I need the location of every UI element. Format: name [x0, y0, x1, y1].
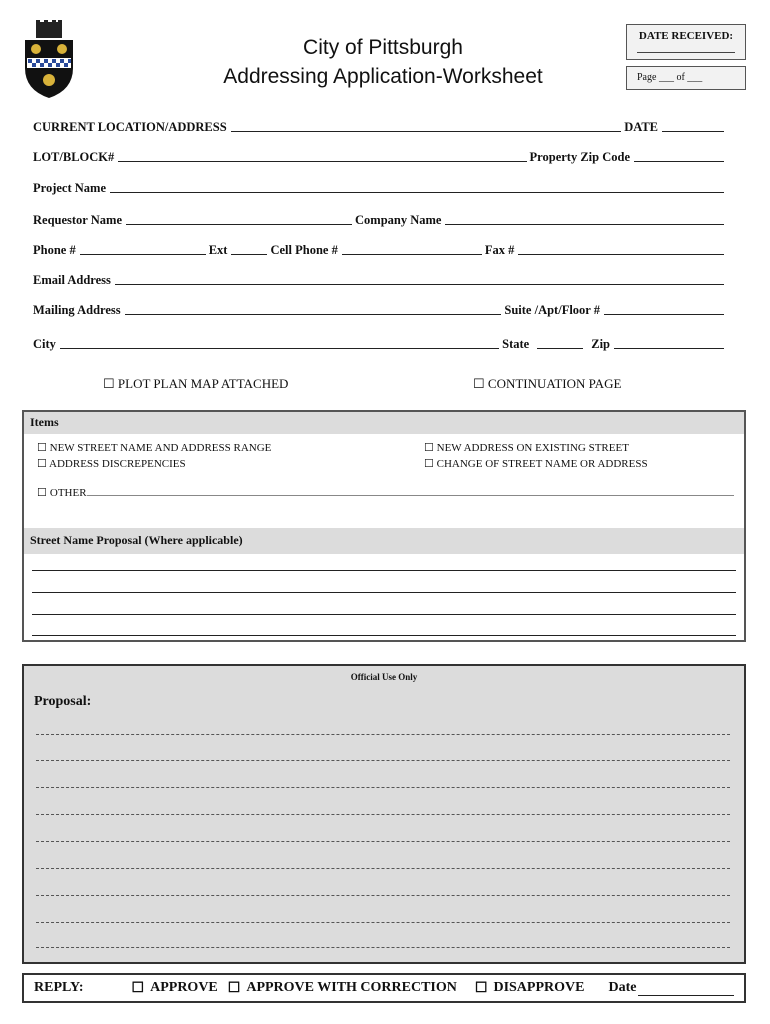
item-other — [37, 486, 734, 499]
continuation-label: CONTINUATION PAGE — [487, 376, 622, 391]
email-field[interactable] — [115, 283, 724, 285]
reply-date-field[interactable] — [638, 981, 734, 996]
official-line[interactable] — [36, 922, 730, 923]
city-seal-logo — [22, 20, 76, 100]
row-project — [33, 178, 727, 196]
official-line[interactable] — [36, 787, 730, 788]
plot-plan-label: PLOT PLAN MAP ATTACHED — [117, 376, 289, 391]
reply-date-label: Date — [608, 980, 637, 995]
item-discrepencies — [37, 457, 186, 470]
fax-label: Fax # — [484, 243, 515, 257]
date-label: DATE — [624, 120, 658, 134]
official-header: Official Use Only — [350, 672, 418, 682]
proposal-line[interactable] — [32, 592, 736, 593]
items-header: Items — [24, 412, 744, 434]
company-label: Company Name — [355, 213, 442, 227]
approve-correction-label: APPROVE WITH CORRECTION — [246, 980, 457, 995]
proposal-line[interactable] — [32, 570, 736, 571]
proposal-line[interactable] — [32, 635, 736, 636]
official-use-section — [22, 664, 746, 964]
title-line-1: City of Pittsburgh — [303, 36, 463, 59]
row-lot-block — [33, 147, 727, 165]
continuation-checkbox[interactable]: ☐ — [473, 376, 485, 391]
reply-label: REPLY: — [34, 980, 84, 995]
disapprove-label: DISAPPROVE — [493, 980, 585, 995]
date-field[interactable] — [662, 130, 724, 132]
row-phones — [33, 240, 727, 258]
city-label: City — [33, 337, 56, 351]
item-change-name — [424, 457, 648, 470]
other-checkbox[interactable]: ☐ — [37, 487, 47, 499]
disapprove-checkbox[interactable]: ☐ — [474, 980, 488, 996]
ext-field[interactable] — [231, 253, 267, 255]
page-count-box[interactable]: Page ___ of ___ — [626, 66, 746, 90]
date-received-label: DATE RECEIVED: — [638, 30, 734, 42]
official-line[interactable] — [36, 734, 730, 735]
state-label: State — [502, 337, 530, 351]
title-line-2: Addressing Application-Worksheet — [223, 65, 543, 88]
new-street-checkbox[interactable]: ☐ — [37, 442, 47, 454]
official-line[interactable] — [36, 895, 730, 896]
project-name-field[interactable] — [110, 191, 724, 193]
mailing-label: Mailing Address — [33, 303, 121, 317]
date-received-line[interactable] — [637, 52, 735, 53]
property-zip-field[interactable] — [634, 160, 724, 162]
street-proposal-header: Street Name Proposal (Where applicable) — [24, 528, 744, 554]
proposal-line[interactable] — [32, 614, 736, 615]
project-name-label: Project Name — [33, 181, 106, 195]
official-line[interactable] — [36, 868, 730, 869]
cell-label: Cell Phone # — [270, 243, 338, 257]
phone-label: Phone # — [33, 243, 76, 257]
new-address-label: NEW ADDRESS ON EXISTING STREET — [436, 442, 629, 454]
official-line[interactable] — [36, 841, 730, 842]
location-label: CURRENT LOCATION/ADDRESS — [33, 120, 227, 134]
phone-field[interactable] — [80, 253, 206, 255]
zip-label: Zip — [591, 337, 610, 351]
official-line[interactable] — [36, 947, 730, 948]
requestor-label: Requestor Name — [33, 213, 122, 227]
discrepencies-checkbox[interactable]: ☐ — [37, 458, 47, 470]
suite-field[interactable] — [604, 313, 724, 315]
approve-checkbox[interactable]: ☐ — [131, 980, 145, 996]
ext-label: Ext — [208, 243, 228, 257]
mailing-field[interactable] — [125, 313, 502, 315]
lot-block-label: LOT/BLOCK# — [33, 150, 115, 164]
official-line[interactable] — [36, 814, 730, 815]
requestor-field[interactable] — [126, 223, 352, 225]
reply-section — [22, 973, 746, 1003]
item-new-address — [424, 441, 629, 454]
plot-plan-checkbox[interactable]: ☐ — [103, 376, 115, 391]
row-location — [33, 117, 727, 135]
new-street-label: NEW STREET NAME AND ADDRESS RANGE — [49, 442, 272, 454]
lot-block-field[interactable] — [118, 160, 526, 162]
state-field[interactable] — [537, 347, 583, 349]
approve-label: APPROVE — [150, 980, 218, 995]
official-line[interactable] — [36, 760, 730, 761]
city-field[interactable] — [60, 347, 499, 349]
items-section — [22, 410, 746, 642]
cell-field[interactable] — [342, 253, 482, 255]
continuation-option — [473, 376, 621, 392]
location-field[interactable] — [231, 130, 622, 132]
other-label: OTHER — [49, 487, 87, 499]
new-address-checkbox[interactable]: ☐ — [424, 442, 434, 454]
zip-field[interactable] — [614, 347, 724, 349]
fax-field[interactable] — [518, 253, 724, 255]
item-new-street — [37, 441, 271, 454]
change-name-checkbox[interactable]: ☐ — [424, 458, 434, 470]
row-city — [33, 334, 727, 352]
row-email — [33, 270, 727, 288]
approve-correction-checkbox[interactable]: ☐ — [227, 980, 241, 996]
discrepencies-label: ADDRESS DISCREPENCIES — [49, 458, 186, 470]
row-requestor — [33, 210, 727, 228]
date-received-box — [626, 24, 746, 60]
page-title — [183, 33, 583, 91]
email-label: Email Address — [33, 273, 111, 287]
row-mailing — [33, 300, 727, 318]
plot-plan-option — [103, 376, 288, 392]
property-zip-label: Property Zip Code — [529, 150, 630, 164]
suite-label: Suite /Apt/Floor # — [504, 303, 600, 317]
company-field[interactable] — [445, 223, 724, 225]
change-name-label: CHANGE OF STREET NAME OR ADDRESS — [436, 458, 648, 470]
other-field[interactable] — [87, 495, 734, 496]
proposal-label: Proposal: — [34, 694, 92, 709]
